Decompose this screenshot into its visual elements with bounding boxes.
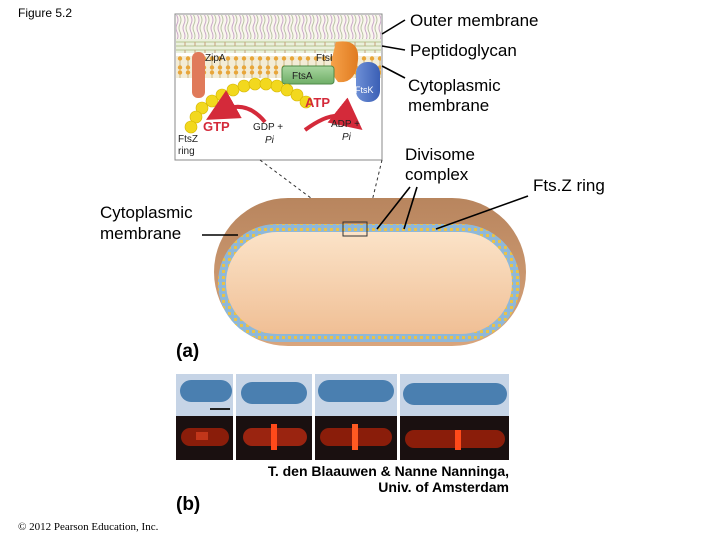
atp-label: ATP xyxy=(305,95,331,110)
cytoplasmic-membrane-callout-right-line1: Cytoplasmic xyxy=(408,76,501,95)
micrograph-panel xyxy=(176,374,509,460)
gtp-label: GTP xyxy=(203,119,230,134)
figure-label: Figure 5.2 xyxy=(18,6,73,20)
outer-membrane-layer xyxy=(176,15,381,39)
ftsk-label: FtsK xyxy=(355,85,374,95)
copyright: © 2012 Pearson Education, Inc. xyxy=(18,521,159,533)
cytoplasmic-membrane-callout-left-line2: membrane xyxy=(100,224,182,243)
ftsa-label: FtsA xyxy=(292,71,313,82)
ftsz-ring-callout: Fts.Z ring xyxy=(533,176,605,195)
zipa-label: ZipA xyxy=(205,53,226,64)
ftsk-protein xyxy=(356,62,380,102)
photo-credit-line1: T. den Blaauwen & Nanne Nanninga, xyxy=(267,463,509,479)
divisome-inset xyxy=(175,14,382,160)
zipa-protein xyxy=(192,52,205,98)
ftsi-label: FtsI xyxy=(316,53,333,64)
panel-b-label: (b) xyxy=(176,494,201,515)
gdp-pi-label: Pi xyxy=(265,135,274,146)
adp-label: ADP + xyxy=(331,119,360,130)
photo-credit-line2: Univ. of Amsterdam xyxy=(378,479,509,495)
callout-leaders xyxy=(382,20,405,78)
cell-cytoplasm xyxy=(226,232,512,334)
gdp-label: GDP + xyxy=(253,122,284,133)
peptidoglycan-callout: Peptidoglycan xyxy=(410,41,517,60)
cytoplasmic-membrane-callout-right-line2: membrane xyxy=(408,96,490,115)
panel-a-label: (a) xyxy=(176,341,200,362)
outer-membrane-callout: Outer membrane xyxy=(410,11,539,30)
bacterial-cell xyxy=(214,198,526,346)
adp-pi-label: Pi xyxy=(342,132,351,143)
inset-ring-label: ring xyxy=(178,146,195,157)
divisome-callout-line2: complex xyxy=(405,165,469,184)
cytoplasmic-membrane-callout-left-line1: Cytoplasmic xyxy=(100,203,193,222)
divisome-callout-line1: Divisome xyxy=(405,145,475,164)
inset-ftsz-label: FtsZ xyxy=(178,134,198,145)
